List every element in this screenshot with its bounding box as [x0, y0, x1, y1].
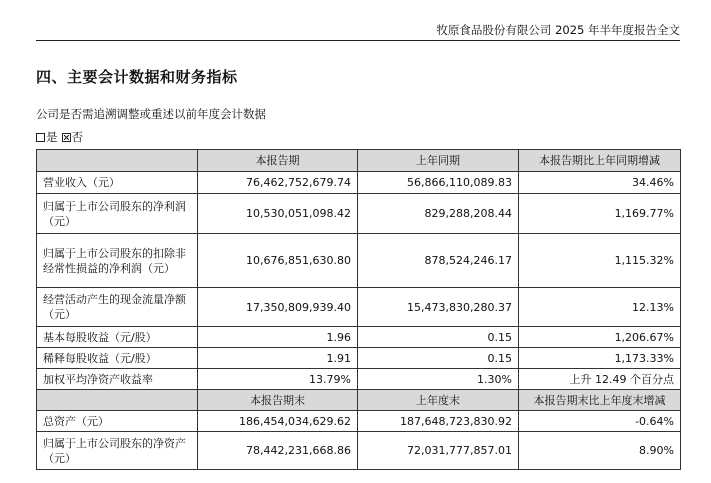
no-label: 否 [71, 130, 83, 144]
row-label: 归属于上市公司股东的扣除非经常性损益的净利润（元） [37, 234, 198, 288]
cell-value: 10,530,051,098.42 [198, 194, 358, 234]
yes-checkbox-icon[interactable] [36, 133, 45, 142]
cell-value: 186,454,034,629.62 [198, 411, 358, 432]
cell-value: 1,173.33% [519, 348, 681, 369]
cell-value: 1,169.77% [519, 194, 681, 234]
cell-value: 1.91 [198, 348, 358, 369]
row-label: 基本每股收益（元/股） [37, 327, 198, 348]
row-label: 经营活动产生的现金流量净额（元） [37, 288, 198, 327]
restatement-question: 公司是否需追溯调整或重述以前年度会计数据 [36, 107, 266, 121]
table-row [37, 369, 681, 390]
header-cell: 本报告期末比上年度末增减 [519, 390, 681, 411]
header-cell [37, 150, 198, 172]
table-row [37, 348, 681, 369]
cell-value: 0.15 [358, 327, 519, 348]
table-row [37, 288, 681, 327]
cell-value: 15,473,830,280.37 [358, 288, 519, 327]
cell-value: 12.13% [519, 288, 681, 327]
cell-value: 878,524,246.17 [358, 234, 519, 288]
table-row [37, 172, 681, 194]
header-cell [37, 390, 198, 411]
header-cell: 本报告期比上年同期增减 [519, 150, 681, 172]
cell-value: 10,676,851,630.80 [198, 234, 358, 288]
cell-value: 76,462,752,679.74 [198, 172, 358, 194]
cell-value: 8.90% [519, 432, 681, 470]
table-row [37, 234, 681, 288]
financial-indicators-table [36, 149, 681, 470]
table-row [37, 194, 681, 234]
cell-value: -0.64% [519, 411, 681, 432]
row-label: 总资产（元） [37, 411, 198, 432]
report-header [36, 22, 680, 41]
row-label: 归属于上市公司股东的净资产（元） [37, 432, 198, 470]
cell-value: 17,350,809,939.40 [198, 288, 358, 327]
row-label: 加权平均净资产收益率 [37, 369, 198, 390]
no-checkbox-checked-icon[interactable] [62, 133, 71, 142]
table-header-row [37, 150, 681, 172]
header-cell: 本报告期末 [198, 390, 358, 411]
cell-value: 78,442,231,668.86 [198, 432, 358, 470]
cell-value: 1,206.67% [519, 327, 681, 348]
cell-value: 1.30% [358, 369, 519, 390]
yes-label: 是 [46, 130, 58, 144]
row-label: 归属于上市公司股东的净利润（元） [37, 194, 198, 234]
cell-value: 1,115.32% [519, 234, 681, 288]
cell-value: 0.15 [358, 348, 519, 369]
cell-value: 1.96 [198, 327, 358, 348]
table-header-row [37, 390, 681, 411]
header-cell: 上年度末 [358, 390, 519, 411]
row-label: 稀释每股收益（元/股） [37, 348, 198, 369]
cell-value: 上升 12.49 个百分点 [519, 369, 681, 390]
cell-value: 72,031,777,857.01 [358, 432, 519, 470]
section-title: 四、主要会计数据和财务指标 [36, 68, 238, 86]
cell-value: 829,288,208.44 [358, 194, 519, 234]
report-title: 牧原食品股份有限公司 2025 年半年度报告全文 [436, 23, 680, 37]
cell-value: 187,648,723,830.92 [358, 411, 519, 432]
table-row [37, 432, 681, 470]
header-cell: 上年同期 [358, 150, 519, 172]
cell-value: 34.46% [519, 172, 681, 194]
cell-value: 56,866,110,089.83 [358, 172, 519, 194]
row-label: 营业收入（元） [37, 172, 198, 194]
header-cell: 本报告期 [198, 150, 358, 172]
table-row [37, 411, 681, 432]
table-row [37, 327, 681, 348]
cell-value: 13.79% [198, 369, 358, 390]
restatement-answer [36, 129, 87, 145]
